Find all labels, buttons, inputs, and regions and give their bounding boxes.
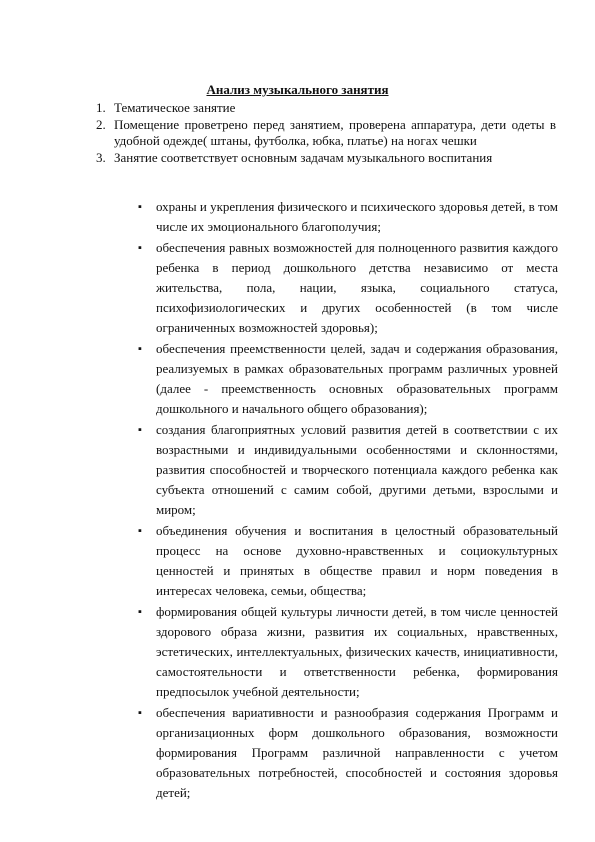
bullet-text: обеспечения равных возможностей для полноценного развития каждого ребенка в период дошкольного детства независимо от места жительства, пола, нации, языка, социального статуса, психофизиологических и других особенностей (в том числе ограниченных возможностей здоровья); (156, 240, 558, 335)
bullet-item (138, 339, 558, 419)
bullet-text: обеспечения вариативности и разнообразия содержания Программ и организационных форм дошкольного образования, возможности формирования Программ различной направленности с учетом образовательных потребностей, способностей и состояния здоровья детей; (156, 705, 558, 800)
bullet-item (138, 238, 558, 338)
document-title: Анализ музыкального занятия (206, 82, 389, 97)
item-number: 3. (96, 150, 106, 165)
bullet-item (138, 197, 558, 237)
bullet-text: создания благоприятных условий развития детей в соответствии с их возрастными и индивидуальными особенностями и склонностями, развития способностей и творческого потенциала каждого ребенка как субъекта отношений с самим собой, другими детьми, взрослыми и миром; (156, 422, 558, 517)
list-item (96, 150, 556, 166)
bullet-list (138, 197, 558, 804)
bullet-item (138, 420, 558, 520)
bullet-icon: ▪ (138, 242, 142, 254)
list-item (96, 117, 556, 149)
item-text: Занятие соответствует основным задачам музыкального воспитания (114, 150, 493, 165)
bullet-text: объединения обучения и воспитания в целостный образовательный процесс на основе духовно-нравственных и социокультурных ценностей и принятых в обществе правил и норм поведения в интересах человека, семьи, общества; (156, 523, 558, 598)
bullet-text: охраны и укрепления физического и психического здоровья детей, в том числе их эмоционального благополучия; (156, 199, 558, 234)
bullet-icon: ▪ (138, 201, 142, 213)
numbered-list (96, 100, 556, 167)
item-number: 1. (96, 100, 106, 115)
bullet-item (138, 703, 558, 803)
bullet-icon: ▪ (138, 606, 142, 618)
bullet-icon: ▪ (138, 343, 142, 355)
item-text: Помещение проветрено перед занятием, проверена аппаратура, дети одеты в удобной одежде( штаны, футболка, юбка, платье) на ногах чешки (114, 117, 556, 148)
bullet-item (138, 521, 558, 601)
bullet-icon: ▪ (138, 707, 142, 719)
bullet-item (138, 602, 558, 702)
item-text: Тематическое занятие (114, 100, 236, 115)
bullet-text: формирования общей культуры личности детей, в том числе ценностей здорового образа жизни, развития их социальных, нравственных, эстетических, интеллектуальных, физических качеств, инициативности, самостоятельности и ответственности ребенка, формирования предпосылок учебной деятельности; (156, 604, 558, 699)
bullet-text: обеспечения преемственности целей, задач и содержания образования, реализуемых в рамках образовательных программ различных уровней (далее - преемственность основных образовательных программ дошкольного и начального общего образования); (156, 341, 558, 416)
bullet-icon: ▪ (138, 424, 142, 436)
item-number: 2. (96, 117, 106, 132)
bullet-icon: ▪ (138, 525, 142, 537)
list-item (96, 100, 556, 116)
